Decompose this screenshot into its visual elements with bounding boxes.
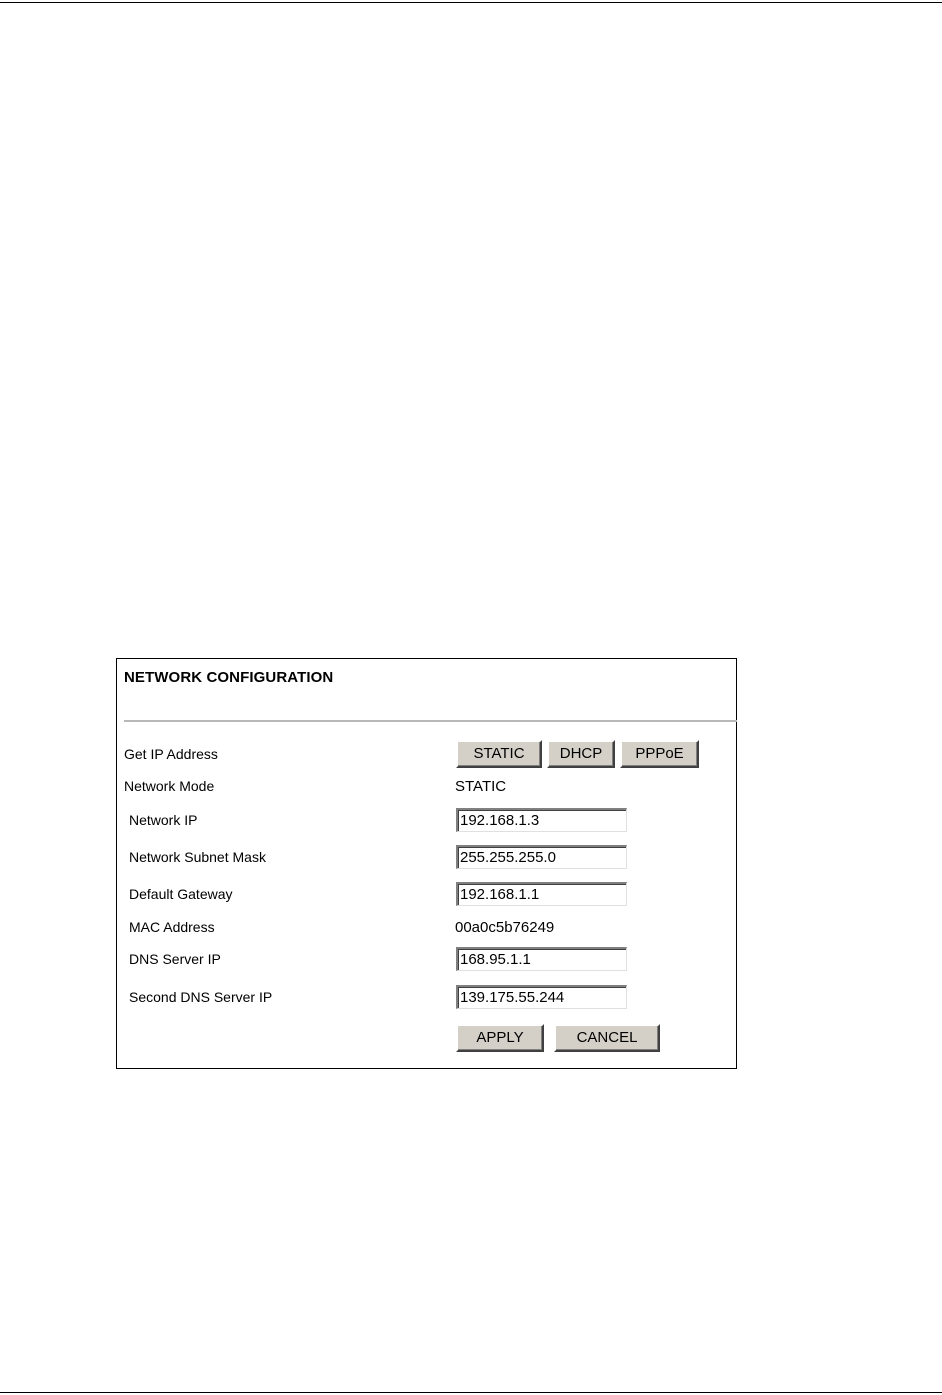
network-ip-field[interactable]	[456, 808, 627, 832]
dns-server-field[interactable]	[456, 947, 627, 971]
subnet-mask-field[interactable]	[456, 845, 627, 869]
second-dns-server-field[interactable]	[456, 985, 627, 1009]
page-footer-rule	[0, 1392, 942, 1393]
network-ip-label: Network IP	[129, 812, 198, 828]
network-mode-label: Network Mode	[124, 778, 215, 794]
mac-address-label: MAC Address	[129, 919, 215, 935]
get-ip-address-label: Get IP Address	[124, 746, 218, 762]
mac-address-value: 00a0c5b76249	[455, 919, 555, 936]
panel-title: NETWORK CONFIGURATION	[124, 669, 334, 686]
network-configuration-panel	[116, 658, 737, 1069]
apply-button[interactable]: APPLY	[456, 1024, 544, 1052]
pppoe-button[interactable]: PPPoE	[620, 740, 699, 768]
dhcp-button[interactable]: DHCP	[547, 740, 615, 768]
cancel-button[interactable]: CANCEL	[554, 1024, 660, 1052]
subnet-mask-label: Network Subnet Mask	[129, 849, 266, 865]
default-gateway-field[interactable]	[456, 882, 627, 906]
default-gateway-label: Default Gateway	[129, 886, 233, 902]
dns-server-label: DNS Server IP	[129, 951, 221, 967]
second-dns-server-label: Second DNS Server IP	[129, 989, 273, 1005]
page-header-rule	[0, 2, 942, 3]
static-button[interactable]: STATIC	[456, 740, 542, 768]
title-divider	[124, 720, 737, 722]
network-mode-value: STATIC	[455, 778, 507, 795]
